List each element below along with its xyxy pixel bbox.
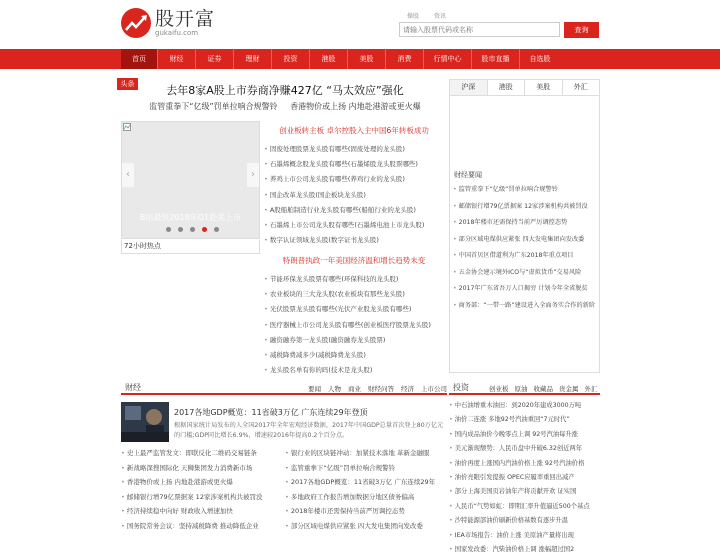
tag-link[interactable]: 商业: [348, 385, 361, 393]
list-item[interactable]: • 石墨烯概念股龙头股有哪些(石墨烯股龙头股票哪些): [264, 157, 444, 172]
nav-wealth[interactable]: 理财: [234, 49, 272, 69]
nav-consumer[interactable]: 消费: [386, 49, 424, 69]
nav-live[interactable]: 股市直播: [472, 49, 520, 69]
invest-section: [449, 382, 600, 553]
list-item[interactable]: • 油价二连涨 多地92号汽油重回“7元时代”: [449, 413, 600, 427]
headline-badge: 头条: [117, 78, 138, 90]
slider-dot-active[interactable]: [202, 227, 207, 232]
image-slider[interactable]: [121, 121, 260, 239]
list-item[interactable]: • 2018年楼市还需保持当前严厉调控态势: [285, 504, 445, 519]
main-nav: [0, 49, 720, 69]
broken-image-icon: [123, 123, 131, 131]
list-item[interactable]: • 商务部：“一带一路”建设进入全面务实合作的新阶: [453, 298, 599, 315]
tag-link[interactable]: 贵金属: [559, 385, 579, 393]
list-item[interactable]: • 人民币“气势如虹：即期汇率升值逼近500个基点: [449, 500, 600, 514]
market-tabs: [450, 80, 599, 96]
search-input[interactable]: [399, 22, 560, 37]
logo-chart-icon: [121, 8, 151, 38]
list-item[interactable]: • 史上最严监管发文：即联反化二维码交易链条: [121, 446, 281, 461]
list-item[interactable]: • 减税降费减多少(减税降费龙头股): [264, 348, 444, 363]
list-item[interactable]: • IEA市场报告：油价上涨 美原油产量将出现: [449, 529, 600, 543]
search-tabs: [407, 11, 446, 20]
nav-invest[interactable]: 投资: [272, 49, 310, 69]
slider-dot[interactable]: [166, 227, 171, 232]
slider-next-button[interactable]: ›: [247, 163, 259, 187]
feature-title[interactable]: 创业板转主板 卓尔控股入主中国6年转板成功: [279, 126, 429, 135]
list-item[interactable]: • 五金协会建示境外ICO与“虚拟货币”交易风险: [453, 265, 599, 282]
nav-home[interactable]: 首页: [121, 49, 158, 69]
feature-title[interactable]: 特朗普执政一年美国经济温和增长趋势未变: [282, 256, 426, 265]
tab-shanghai-shenzhen[interactable]: 沪深: [450, 80, 488, 95]
tag-link[interactable]: 财经问答: [368, 385, 394, 393]
list-item[interactable]: • 油价亮眼引发提振 OPEC应履率重回出减产: [449, 471, 600, 485]
list-item[interactable]: • 中石油增重木油田：到2020年建成3000万吨: [449, 399, 600, 413]
tab-hk[interactable]: 港股: [488, 80, 526, 95]
nav-market-center[interactable]: 行情中心: [424, 49, 472, 69]
logo-name: 股开富: [155, 8, 216, 30]
finance-headline[interactable]: 2017各地GDP概览：11省破3万亿 广东连续29年登顶: [174, 408, 368, 417]
list-item[interactable]: • 节能环保龙头股票有哪些(环保科技的龙头股): [264, 272, 444, 287]
logo-domain: gukaifu.com: [155, 29, 199, 37]
tag-link[interactable]: 人物: [328, 385, 341, 393]
headline-link[interactable]: 监管重拳下“亿级”罚单拉响合规警铃: [149, 102, 278, 111]
list-item[interactable]: • 农业板块的三大龙头股(农业板块有那些龙头股): [264, 287, 444, 302]
list-item[interactable]: • 养鸡上市公司龙头股有哪些(养鸡行业的龙头股): [264, 172, 444, 187]
list-item[interactable]: • 国内成品油价今晚零点上调 92号汽油每升涨: [449, 428, 600, 442]
list-item[interactable]: • 国企改革龙头股(国企板块龙头股): [264, 188, 444, 203]
hot-72h-label[interactable]: 72小时热点: [121, 240, 260, 254]
list-item[interactable]: • 国务院常务会议：坚持减税降费 推动降低企业: [121, 519, 281, 534]
list-item[interactable]: • 龙头股名单有你的吗(技术是龙头股): [264, 363, 444, 378]
slider-caption[interactable]: B站最快2018年Q1赴美上市: [139, 213, 242, 222]
tag-link[interactable]: 要闻: [308, 385, 321, 393]
header: [0, 0, 720, 49]
tag-link[interactable]: 原油: [514, 385, 528, 393]
list-item[interactable]: • 医疗器械上市公司龙头股有哪些(创业板医疗股票龙头股): [264, 318, 444, 333]
tag-link[interactable]: 外汇: [584, 385, 598, 393]
slider-dot[interactable]: [190, 227, 195, 232]
section-tags: [308, 384, 447, 393]
nav-securities[interactable]: 证券: [196, 49, 234, 69]
feature-news-2: [264, 255, 444, 378]
slider-dot[interactable]: [178, 227, 183, 232]
slider-dots: [166, 227, 219, 232]
section-title[interactable]: 财经: [125, 383, 141, 392]
list-item[interactable]: • 部分区域电煤供应紧张 四大发电集团向发改委: [453, 232, 599, 249]
tab-us[interactable]: 美股: [525, 80, 563, 95]
list-item[interactable]: • 监管重拳下“亿级”罚单拉响合规警铃: [285, 461, 445, 476]
list-item[interactable]: • 银行业的区块链冲动：加紧技术落地 革新金融服: [285, 446, 445, 461]
news-thumbnail[interactable]: [121, 402, 169, 442]
list-item[interactable]: • 香港物价或上扬 内地赴港游或更火爆: [121, 475, 281, 490]
list-item[interactable]: • 2018年楼市还需保持当前严厉调控态势: [453, 215, 599, 232]
tag-link[interactable]: 经济: [401, 385, 414, 393]
tab-forex[interactable]: 外汇: [573, 83, 588, 91]
section-tags: [489, 384, 598, 393]
nav-us-stocks[interactable]: 美股: [348, 49, 386, 69]
list-item[interactable]: • 部分上海美国页岩油年产将贡献开欢 证实国: [449, 485, 600, 499]
finance-section: [121, 382, 447, 530]
tag-link[interactable]: 上市公司: [421, 385, 447, 393]
list-item[interactable]: • 邮储银行增79亿票据案 12家涉案机构共被罚没: [121, 490, 281, 505]
slider-prev-button[interactable]: ‹: [122, 163, 134, 187]
list-item[interactable]: • 光伏股票龙头股有哪些(光伏产业股龙头股有哪些): [264, 302, 444, 317]
tag-link[interactable]: 收藏品: [533, 385, 553, 393]
list-item[interactable]: • 多地政府工作报告增加数据分地区债务偏高: [285, 490, 445, 505]
list-item[interactable]: • 数字认证领域龙头股(数字证书龙头股): [264, 233, 444, 248]
list-item[interactable]: • 中国首贝区借道利为广东2018年重点项目: [453, 248, 599, 265]
finance-news-heading: 财经要闻: [454, 171, 482, 179]
list-item[interactable]: • 2017各地GDP概览：11省破3万亿 广东连续29年: [285, 475, 445, 490]
section-title[interactable]: 投资: [453, 383, 469, 392]
list-item[interactable]: • 监管重拳下“亿级”罚单拉响合规警铃: [453, 182, 599, 199]
list-item[interactable]: • 邮储银行增79亿票据案 12家涉案机构共被罚没: [453, 199, 599, 216]
finance-summary: 根据国家统计局发布的人全国2017年全年宏观经济数据，2017年中国GDP总量首次登上80万亿元的门槛;GDP同比增长6.9%，增速较2016年提高0.2个百分点。: [174, 422, 444, 439]
list-item[interactable]: • 国家发改委：汽柴油价格上调 涨幅超过国2: [449, 543, 600, 557]
slider-dot[interactable]: [214, 227, 219, 232]
headline-title[interactable]: 去年8家A股上市券商净赚427亿 “马太效应”强化: [166, 84, 404, 97]
list-item[interactable]: • 2017年广东省吾万人口揭穷 计划今年全省脱贫: [453, 281, 599, 298]
feature-news-1: [264, 125, 444, 248]
list-item[interactable]: • 固废处理股票龙头股有哪些(固废处理的龙头股): [264, 142, 444, 157]
list-item[interactable]: • 经济持续稳中向好 财政收入增速加快: [121, 504, 281, 519]
list-item[interactable]: • 石墨烯上市公司龙头股有哪些(石墨烯电池上市龙头股): [264, 218, 444, 233]
headline-link[interactable]: 香港物价或上扬 内地赴港游或更火爆: [290, 102, 421, 111]
nav-watchlist[interactable]: 自选股: [529, 55, 551, 63]
nav-hk-stocks[interactable]: 港股: [310, 49, 348, 69]
list-item[interactable]: • 油价再度上涨国内汽油价格上涨 92号汽油价格: [449, 457, 600, 471]
search-tab-stock[interactable]: 操股: [407, 13, 420, 20]
nav-finance[interactable]: 财经: [158, 49, 196, 69]
list-item[interactable]: • 部分区域电煤供应紧张 四大发电集团向发改委: [285, 519, 445, 534]
list-item[interactable]: • 融资融券第一龙头股(融资融券龙头股票): [264, 333, 444, 348]
list-item[interactable]: • 新战略深搜国际化 天狮集团发力消费新市场: [121, 461, 281, 476]
search-tab-news[interactable]: 资讯: [434, 13, 447, 20]
tag-link[interactable]: 创业板: [489, 385, 509, 393]
list-item[interactable]: • A股船舶制造行业龙头股有哪些(船舶行业的龙头股): [264, 203, 444, 218]
list-item[interactable]: • 美元渐现颓势：人民币盘中升破6.32创近两年: [449, 442, 600, 456]
logo[interactable]: [121, 8, 215, 38]
search-button[interactable]: 查询: [564, 22, 599, 38]
market-panel: [449, 79, 600, 373]
list-item[interactable]: • 沙特能源部油价刷新价格基数有逐步升温: [449, 514, 600, 528]
